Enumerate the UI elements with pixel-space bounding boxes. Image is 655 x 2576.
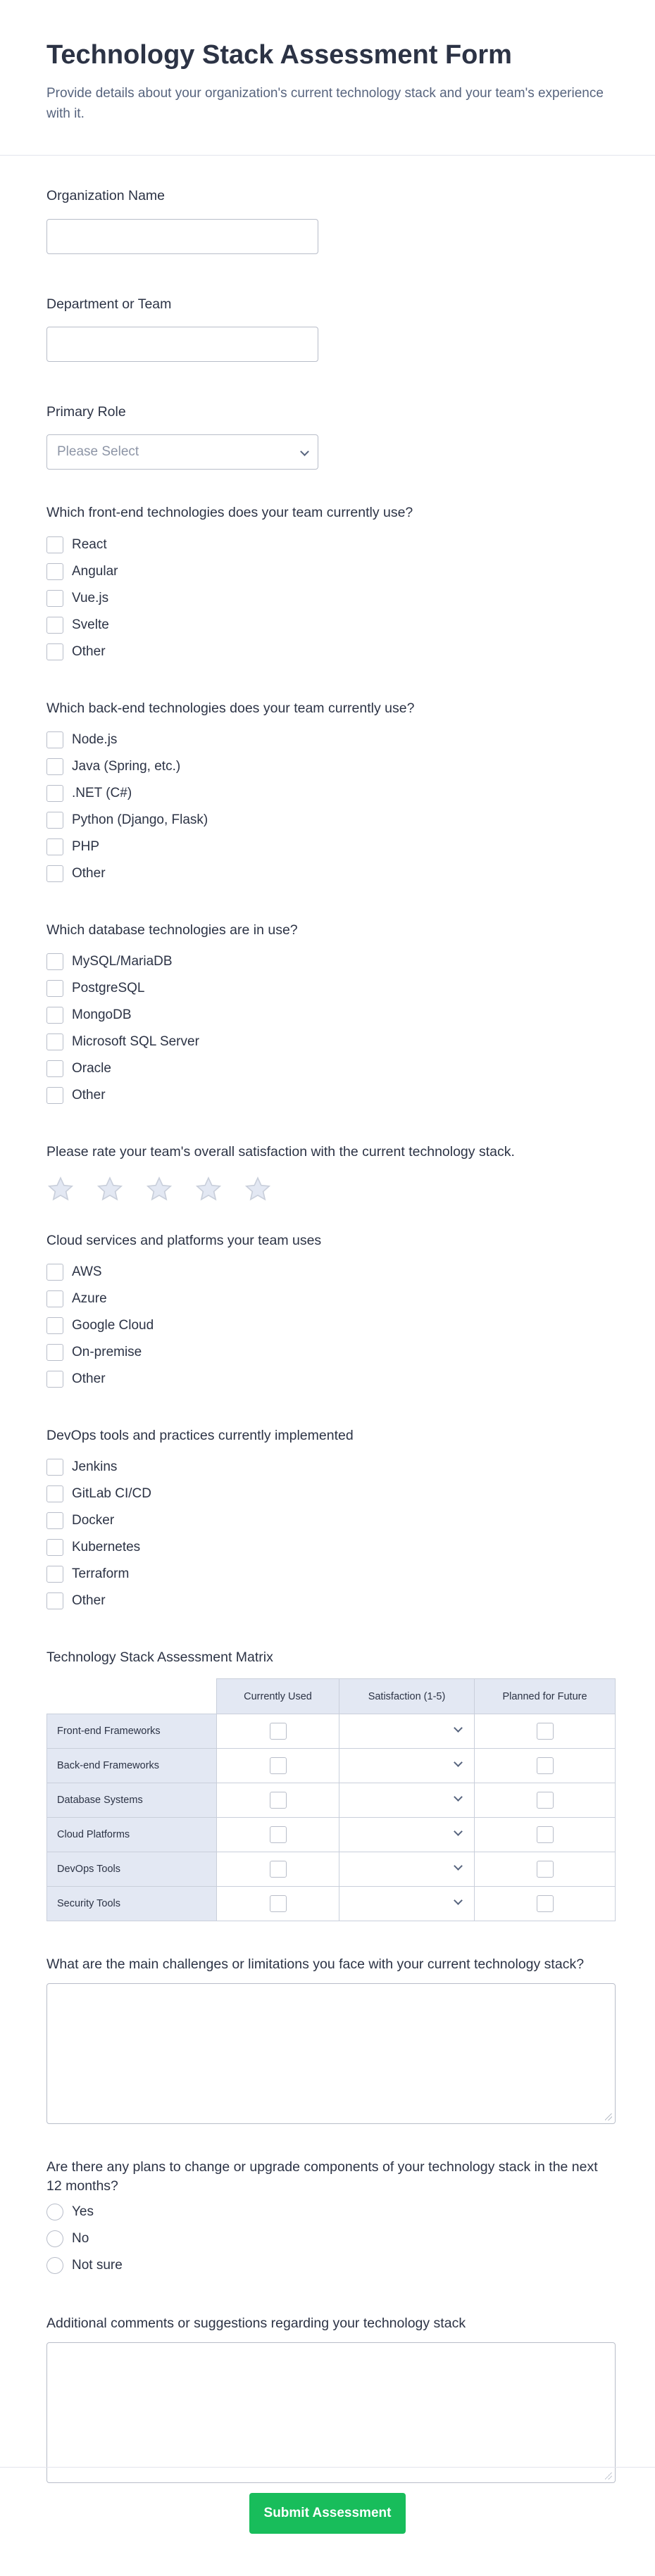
comments-label: Additional comments or suggestions regarding your technology stack: [46, 2316, 466, 2332]
primary-role-select[interactable]: [46, 434, 318, 470]
devops-option[interactable]: [46, 1534, 609, 1561]
chevron-down-icon: [300, 447, 309, 456]
frontend-option[interactable]: [46, 558, 609, 585]
backend-option[interactable]: [46, 860, 609, 887]
primary-role-question: [46, 403, 609, 470]
database-option[interactable]: [46, 1029, 609, 1055]
matrix-cell-satisfaction[interactable]: [339, 1714, 475, 1749]
matrix-row-header: Back-end Frameworks: [47, 1749, 217, 1783]
cloud-label: Cloud services and platforms your team uses: [46, 1232, 322, 1248]
cloud-option[interactable]: [46, 1339, 609, 1366]
primary-role-placeholder: Please Select: [57, 444, 139, 460]
matrix-cell-currently-used: [217, 1852, 339, 1887]
form-footer: [0, 2467, 655, 2534]
database-options: [46, 948, 609, 1109]
star-icon[interactable]: [244, 1175, 272, 1203]
backend-option[interactable]: [46, 834, 609, 860]
matrix-cell-currently-used: [217, 1749, 339, 1783]
frontend-label: Which front-end technologies does your team currently use?: [46, 505, 413, 521]
devops-option-label: Docker: [72, 1513, 115, 1528]
checkbox[interactable]: [46, 1007, 63, 1024]
backend-option-label: Node.js: [72, 731, 118, 747]
matrix-corner: [47, 1679, 217, 1714]
chevron-down-icon: [339, 1861, 474, 1875]
checkbox[interactable]: [46, 1264, 63, 1281]
database-question: [46, 921, 609, 1109]
rating-label: Please rate your team's overall satisfaction with the current technology stack.: [46, 1144, 515, 1160]
form-description: Provide details about your organization's current technology stack and your team's experience with it.: [46, 85, 604, 122]
frontend-option-label: Vue.js: [72, 590, 109, 605]
matrix-cell-planned: [475, 1852, 616, 1887]
department-question: [46, 295, 609, 362]
checkbox[interactable]: [46, 643, 63, 660]
cloud-option[interactable]: [46, 1286, 609, 1312]
checkbox[interactable]: [537, 1895, 554, 1912]
devops-option[interactable]: [46, 1454, 609, 1481]
checkbox[interactable]: [270, 1757, 287, 1774]
frontend-option-label: Svelte: [72, 617, 109, 632]
matrix-cell-currently-used: [217, 1783, 339, 1818]
matrix-cell-planned: [475, 1749, 616, 1783]
star-icon[interactable]: [46, 1175, 75, 1203]
frontend-option[interactable]: [46, 612, 609, 639]
devops-option[interactable]: [46, 1481, 609, 1507]
checkbox[interactable]: [46, 536, 63, 553]
backend-options: [46, 727, 609, 887]
checkbox[interactable]: [537, 1757, 554, 1774]
checkbox[interactable]: [270, 1895, 287, 1912]
department-input[interactable]: [46, 327, 318, 362]
database-option[interactable]: [46, 1082, 609, 1109]
frontend-question: [46, 503, 609, 665]
backend-option-label: Other: [72, 865, 106, 881]
backend-option-label: Python (Django, Flask): [72, 812, 208, 827]
checkbox[interactable]: [537, 1723, 554, 1740]
devops-option-label: Terraform: [72, 1566, 130, 1582]
cloud-option-label: AWS: [72, 1264, 102, 1279]
backend-option-label: .NET (C#): [72, 785, 132, 800]
checkbox[interactable]: [46, 590, 63, 607]
checkbox[interactable]: [46, 1087, 63, 1104]
checkbox[interactable]: [46, 1459, 63, 1476]
matrix-row: [47, 1852, 616, 1887]
cloud-option[interactable]: [46, 1366, 609, 1393]
matrix-row-header: Database Systems: [47, 1783, 217, 1818]
cloud-option-label: Other: [72, 1371, 106, 1386]
frontend-option[interactable]: [46, 639, 609, 665]
checkbox[interactable]: [46, 1371, 63, 1388]
matrix-row: [47, 1749, 616, 1783]
checkbox[interactable]: [46, 980, 63, 997]
matrix-header-row: [47, 1679, 616, 1714]
devops-option-label: Jenkins: [72, 1459, 118, 1475]
database-option[interactable]: [46, 1002, 609, 1029]
database-option[interactable]: [46, 975, 609, 1002]
matrix-cell-satisfaction[interactable]: [339, 1783, 475, 1818]
plans-option[interactable]: [46, 2252, 609, 2279]
plans-option-label: No: [72, 2231, 89, 2247]
checkbox[interactable]: [46, 1344, 63, 1361]
challenges-textarea[interactable]: [46, 1983, 616, 2124]
database-option-label: Microsoft SQL Server: [72, 1034, 199, 1050]
rating-question: [46, 1143, 609, 1202]
radio-button[interactable]: [46, 2204, 63, 2220]
devops-option-label: Other: [72, 1593, 106, 1609]
checkbox[interactable]: [537, 1861, 554, 1878]
checkbox[interactable]: [46, 953, 63, 970]
frontend-option[interactable]: [46, 585, 609, 612]
matrix-column-header: Satisfaction (1-5): [339, 1679, 475, 1714]
plans-option-label: Yes: [72, 2204, 94, 2220]
cloud-option-label: Azure: [72, 1290, 107, 1306]
devops-options: [46, 1454, 609, 1614]
org-name-label: Organization Name: [46, 188, 165, 204]
devops-option[interactable]: [46, 1507, 609, 1534]
matrix-row-header: Cloud Platforms: [47, 1818, 217, 1852]
checkbox[interactable]: [537, 1792, 554, 1809]
star-icon[interactable]: [145, 1175, 173, 1203]
matrix-question: [46, 1648, 609, 1921]
submit-button[interactable]: Submit Assessment: [249, 2493, 406, 2534]
matrix-cell-planned: [475, 1714, 616, 1749]
devops-option-label: Kubernetes: [72, 1540, 141, 1555]
cloud-option-label: Google Cloud: [72, 1317, 154, 1333]
frontend-option[interactable]: [46, 532, 609, 558]
radio-button[interactable]: [46, 2257, 63, 2274]
backend-option[interactable]: [46, 727, 609, 753]
challenges-question: [46, 1955, 609, 2123]
org-name-question: [46, 187, 609, 253]
checkbox[interactable]: [46, 1592, 63, 1609]
matrix-cell-satisfaction[interactable]: [339, 1852, 475, 1887]
checkbox[interactable]: [270, 1723, 287, 1740]
backend-label: Which back-end technologies does your team currently use?: [46, 700, 415, 716]
matrix-row: [47, 1783, 616, 1818]
matrix-row: [47, 1818, 616, 1852]
matrix-body: [47, 1714, 616, 1921]
checkbox[interactable]: [46, 1566, 63, 1583]
devops-label: DevOps tools and practices currently implemented: [46, 1427, 354, 1443]
star-icon[interactable]: [194, 1175, 223, 1203]
database-option-label: MongoDB: [72, 1007, 132, 1023]
checkbox[interactable]: [46, 731, 63, 748]
matrix-row: [47, 1887, 616, 1921]
cloud-option[interactable]: [46, 1312, 609, 1339]
devops-option[interactable]: [46, 1561, 609, 1588]
backend-option[interactable]: [46, 753, 609, 780]
cloud-option-label: On-premise: [72, 1344, 142, 1359]
checkbox[interactable]: [46, 812, 63, 829]
database-option-label: PostgreSQL: [72, 981, 145, 996]
checkbox[interactable]: [46, 563, 63, 580]
plans-option-label: Not sure: [72, 2258, 123, 2273]
assessment-matrix: [46, 1678, 616, 1921]
form-body: [0, 156, 655, 2482]
checkbox[interactable]: [46, 1060, 63, 1077]
radio-button[interactable]: [46, 2230, 63, 2247]
matrix-row-header: Front-end Frameworks: [47, 1714, 217, 1749]
matrix-row-header: Security Tools: [47, 1887, 217, 1921]
form-header: [0, 0, 655, 156]
matrix-cell-currently-used: [217, 1714, 339, 1749]
checkbox[interactable]: [46, 1539, 63, 1556]
checkbox[interactable]: [46, 1317, 63, 1334]
backend-question: [46, 699, 609, 887]
devops-option[interactable]: [46, 1588, 609, 1614]
backend-option[interactable]: [46, 780, 609, 807]
matrix-cell-planned: [475, 1783, 616, 1818]
database-option[interactable]: [46, 948, 609, 975]
frontend-options: [46, 532, 609, 665]
checkbox[interactable]: [46, 785, 63, 802]
checkbox[interactable]: [46, 1033, 63, 1050]
database-option-label: Oracle: [72, 1061, 111, 1076]
chevron-down-icon: [339, 1826, 474, 1840]
checkbox[interactable]: [46, 758, 63, 775]
checkbox[interactable]: [46, 1485, 63, 1502]
matrix-column-header: Currently Used: [217, 1679, 339, 1714]
matrix-row-header: DevOps Tools: [47, 1852, 217, 1887]
plans-question: [46, 2158, 609, 2280]
plans-option[interactable]: [46, 2225, 609, 2252]
database-option-label: Other: [72, 1088, 106, 1103]
checkbox[interactable]: [46, 865, 63, 882]
matrix-cell-satisfaction[interactable]: [339, 1887, 475, 1921]
org-name-input[interactable]: [46, 219, 318, 254]
database-option-label: MySQL/MariaDB: [72, 954, 173, 969]
database-label: Which database technologies are in use?: [46, 922, 298, 938]
checkbox[interactable]: [270, 1861, 287, 1878]
department-label: Department or Team: [46, 296, 172, 312]
resize-handle-icon[interactable]: [605, 2113, 612, 2121]
checkbox[interactable]: [46, 838, 63, 855]
form-title: Technology Stack Assessment Form: [46, 40, 512, 70]
cloud-option[interactable]: [46, 1259, 609, 1286]
checkbox[interactable]: [46, 1512, 63, 1529]
frontend-option-label: Other: [72, 643, 106, 659]
frontend-option-label: Angular: [72, 563, 118, 579]
chevron-down-icon: [339, 1723, 474, 1737]
cloud-options: [46, 1259, 609, 1393]
star-icon[interactable]: [96, 1175, 124, 1203]
plans-options: [46, 2199, 609, 2279]
plans-option[interactable]: [46, 2199, 609, 2225]
checkbox[interactable]: [537, 1826, 554, 1843]
devops-question: [46, 1426, 609, 1614]
star-rating: [46, 1172, 609, 1203]
challenges-label: What are the main challenges or limitations you face with your current technology stack?: [46, 1956, 585, 1973]
chevron-down-icon: [339, 1792, 474, 1806]
matrix-cell-currently-used: [217, 1818, 339, 1852]
checkbox[interactable]: [46, 617, 63, 634]
devops-option-label: GitLab CI/CD: [72, 1486, 151, 1502]
backend-option-label: PHP: [72, 838, 100, 854]
primary-role-label: Primary Role: [46, 404, 126, 420]
matrix-column-header: Planned for Future: [475, 1679, 616, 1714]
database-option[interactable]: [46, 1055, 609, 1082]
matrix-cell-satisfaction[interactable]: [339, 1818, 475, 1852]
checkbox[interactable]: [270, 1792, 287, 1809]
matrix-cell-currently-used: [217, 1887, 339, 1921]
matrix-cell-planned: [475, 1818, 616, 1852]
frontend-option-label: React: [72, 536, 107, 552]
chevron-down-icon: [339, 1757, 474, 1771]
matrix-cell-satisfaction[interactable]: [339, 1749, 475, 1783]
checkbox[interactable]: [270, 1826, 287, 1843]
backend-option-label: Java (Spring, etc.): [72, 758, 181, 774]
cloud-question: [46, 1231, 609, 1393]
matrix-label: Technology Stack Assessment Matrix: [46, 1650, 273, 1666]
plans-label: Are there any plans to change or upgrade components of your technology stack in the next 12 months?: [46, 2159, 598, 2194]
comments-textarea[interactable]: [46, 2342, 616, 2483]
matrix-cell-planned: [475, 1887, 616, 1921]
matrix-row: [47, 1714, 616, 1749]
backend-option[interactable]: [46, 807, 609, 834]
checkbox[interactable]: [46, 1290, 63, 1307]
chevron-down-icon: [339, 1895, 474, 1909]
comments-question: [46, 2314, 609, 2482]
